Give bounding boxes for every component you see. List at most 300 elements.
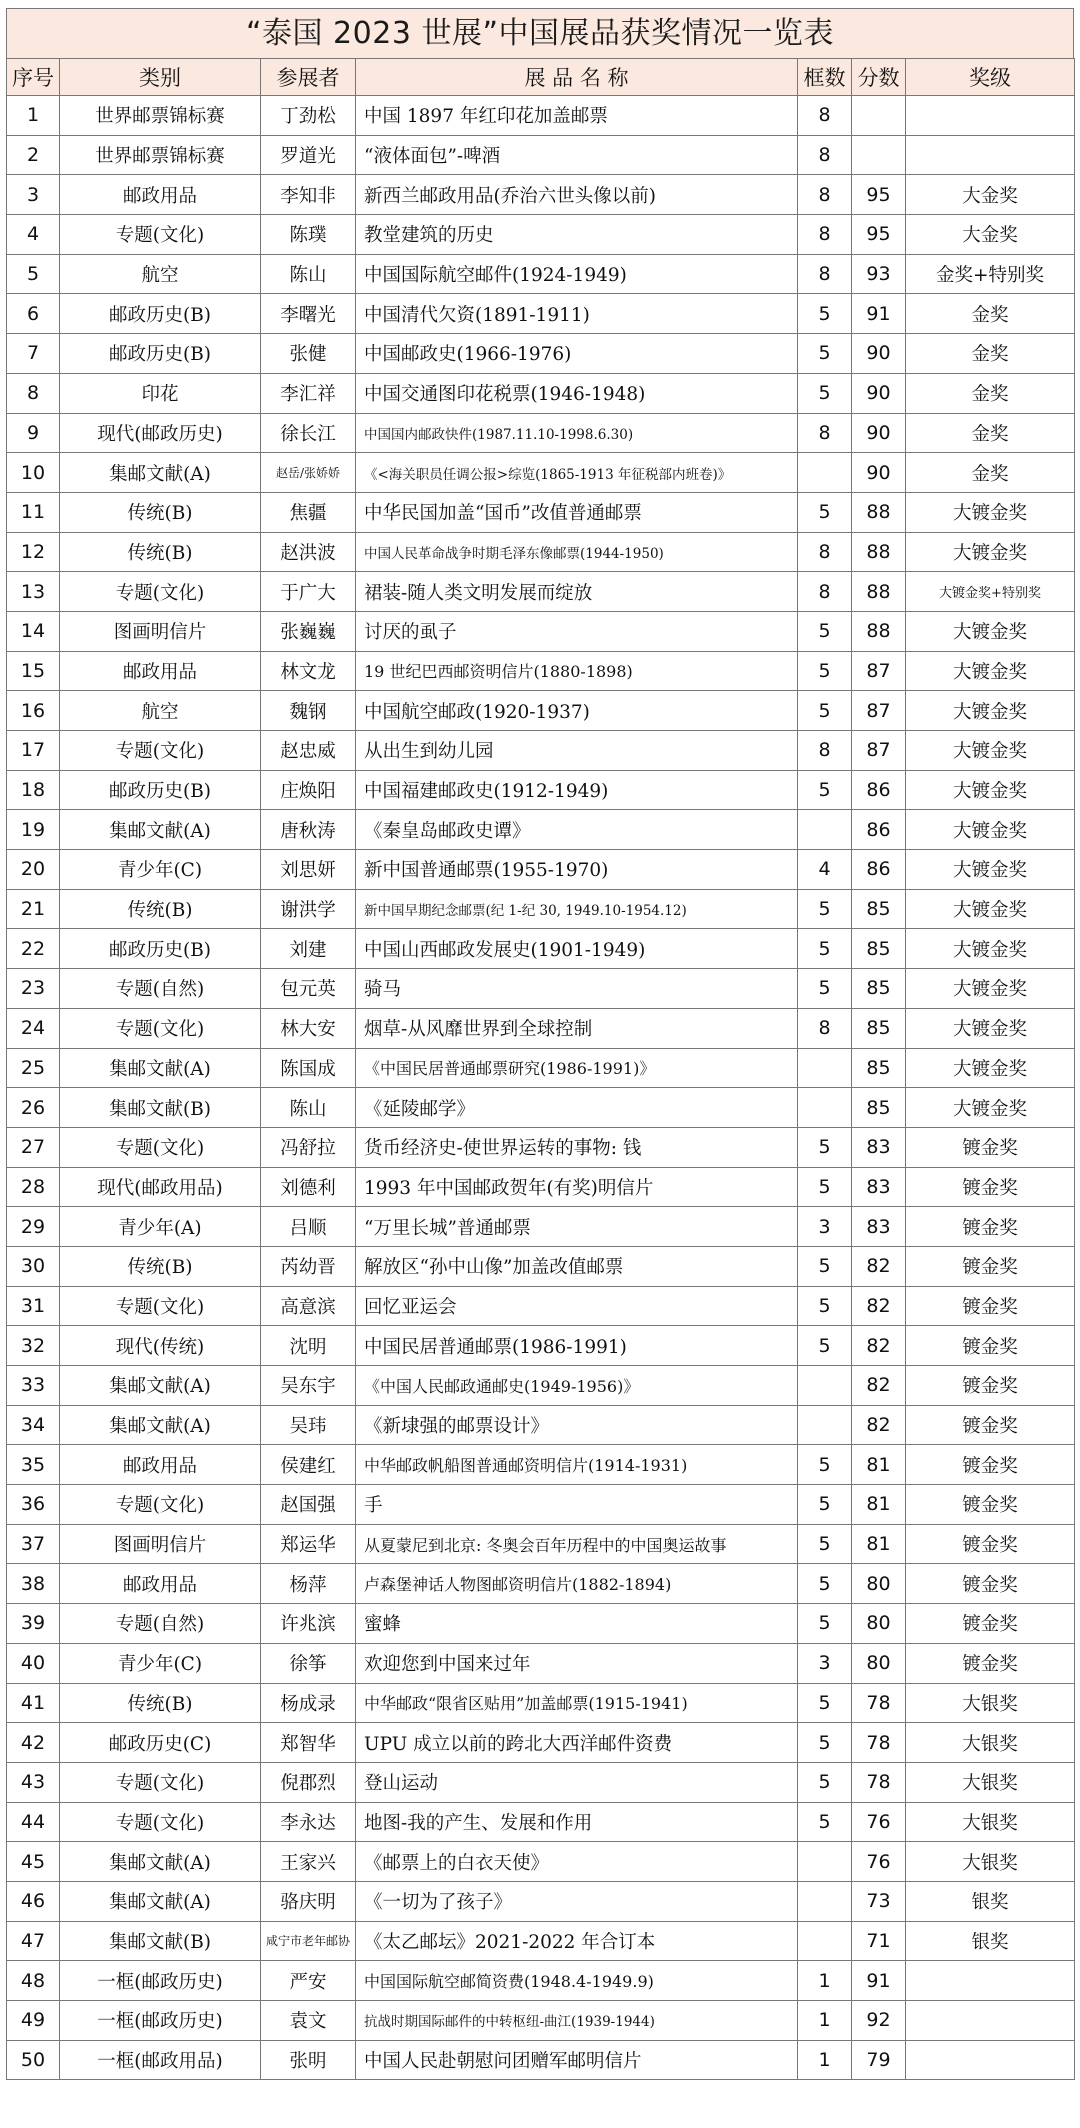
row-score: 80 xyxy=(852,1643,906,1683)
row-award: 大镀金奖 xyxy=(906,731,1075,771)
row-index: 38 xyxy=(7,1564,60,1604)
row-exhibit-name: 《太乙邮坛》2021-2022 年合订本 xyxy=(356,1921,798,1961)
row-award: 镀金奖 xyxy=(906,1167,1075,1207)
row-exhibit-name: 中国山西邮政发展史(1901-1949) xyxy=(356,929,798,969)
row-index: 49 xyxy=(7,2001,60,2041)
row-award: 大镀金奖 xyxy=(906,532,1075,572)
row-exhibitor: 高意滨 xyxy=(261,1286,356,1326)
row-frames xyxy=(798,1366,852,1406)
row-exhibit-name: 新中国早期纪念邮票(纪 1-纪 30, 1949.10-1954.12) xyxy=(356,889,798,929)
row-category: 专题(文化) xyxy=(60,1762,261,1802)
row-exhibit-name: 货币经济史-使世界运转的事物: 钱 xyxy=(356,1127,798,1167)
row-category: 邮政历史(B) xyxy=(60,770,261,810)
table-row xyxy=(7,1762,1075,1802)
row-exhibit-name: 新中国普通邮票(1955-1970) xyxy=(356,850,798,890)
row-exhibitor: 郑智华 xyxy=(261,1723,356,1763)
row-award: 大金奖 xyxy=(906,175,1075,215)
row-category: 专题(文化) xyxy=(60,731,261,771)
row-score: 83 xyxy=(852,1167,906,1207)
row-exhibit-name: 裙装-随人类文明发展而绽放 xyxy=(356,572,798,612)
row-exhibitor: 张健 xyxy=(261,334,356,374)
row-award xyxy=(906,2001,1075,2041)
row-index: 47 xyxy=(7,1921,60,1961)
table-row xyxy=(7,1366,1075,1406)
row-category: 传统(B) xyxy=(60,1246,261,1286)
row-score: 91 xyxy=(852,294,906,334)
row-award xyxy=(906,96,1075,136)
table-row xyxy=(7,135,1075,175)
row-exhibitor: 杨萍 xyxy=(261,1564,356,1604)
row-category: 专题(文化) xyxy=(60,1127,261,1167)
row-frames: 5 xyxy=(798,889,852,929)
row-exhibit-name: 《邮票上的白衣天使》 xyxy=(356,1842,798,1882)
row-category: 现代(邮政用品) xyxy=(60,1167,261,1207)
row-category: 传统(B) xyxy=(60,1683,261,1723)
row-award: 镀金奖 xyxy=(906,1286,1075,1326)
row-exhibit-name: 《中国人民邮政通邮史(1949-1956)》 xyxy=(356,1366,798,1406)
row-score: 90 xyxy=(852,413,906,453)
row-exhibitor: 张明 xyxy=(261,2040,356,2080)
row-award: 大银奖 xyxy=(906,1842,1075,1882)
row-score: 88 xyxy=(852,532,906,572)
row-frames: 5 xyxy=(798,373,852,413)
table-row xyxy=(7,1485,1075,1525)
row-exhibitor: 徐长江 xyxy=(261,413,356,453)
row-score: 85 xyxy=(852,929,906,969)
row-award: 大银奖 xyxy=(906,1723,1075,1763)
table-row xyxy=(7,1802,1075,1842)
row-award xyxy=(906,135,1075,175)
row-exhibitor: 魏钢 xyxy=(261,691,356,731)
table-row xyxy=(7,1643,1075,1683)
row-frames: 8 xyxy=(798,175,852,215)
table-row xyxy=(7,1564,1075,1604)
row-award: 镀金奖 xyxy=(906,1405,1075,1445)
row-exhibitor: 吕顺 xyxy=(261,1207,356,1247)
row-index: 13 xyxy=(7,572,60,612)
row-category: 一框(邮政历史) xyxy=(60,2001,261,2041)
row-exhibit-name: 中国邮政史(1966-1976) xyxy=(356,334,798,374)
row-frames: 5 xyxy=(798,969,852,1009)
row-category: 邮政用品 xyxy=(60,1445,261,1485)
row-exhibitor: 李知非 xyxy=(261,175,356,215)
row-frames: 5 xyxy=(798,1167,852,1207)
row-exhibit-name: 中国人民革命战争时期毛泽东像邮票(1944-1950) xyxy=(356,532,798,572)
row-index: 2 xyxy=(7,135,60,175)
table-row xyxy=(7,1921,1075,1961)
row-index: 43 xyxy=(7,1762,60,1802)
row-index: 25 xyxy=(7,1048,60,1088)
row-score: 88 xyxy=(852,492,906,532)
row-category: 青少年(C) xyxy=(60,850,261,890)
row-frames: 5 xyxy=(798,1445,852,1485)
row-score: 87 xyxy=(852,651,906,691)
row-award: 镀金奖 xyxy=(906,1485,1075,1525)
row-score: 78 xyxy=(852,1762,906,1802)
row-frames: 5 xyxy=(798,1564,852,1604)
table-row xyxy=(7,1286,1075,1326)
row-index: 34 xyxy=(7,1405,60,1445)
row-score: 85 xyxy=(852,969,906,1009)
table-row xyxy=(7,413,1075,453)
row-index: 6 xyxy=(7,294,60,334)
row-award: 大镀金奖 xyxy=(906,810,1075,850)
row-exhibit-name: 中国清代欠资(1891-1911) xyxy=(356,294,798,334)
row-exhibitor: 李曙光 xyxy=(261,294,356,334)
row-frames xyxy=(798,1921,852,1961)
row-exhibitor: 李汇祥 xyxy=(261,373,356,413)
row-frames: 5 xyxy=(798,334,852,374)
row-exhibit-name: 新西兰邮政用品(乔治六世头像以前) xyxy=(356,175,798,215)
table-row xyxy=(7,215,1075,255)
row-frames: 5 xyxy=(798,492,852,532)
table-row xyxy=(7,731,1075,771)
row-score: 88 xyxy=(852,572,906,612)
row-exhibit-name: 中国航空邮政(1920-1937) xyxy=(356,691,798,731)
row-exhibitor: 赵忠威 xyxy=(261,731,356,771)
row-index: 32 xyxy=(7,1326,60,1366)
row-frames: 5 xyxy=(798,1246,852,1286)
row-award: 金奖 xyxy=(906,294,1075,334)
row-score: 82 xyxy=(852,1246,906,1286)
row-exhibit-name: 《中国民居普通邮票研究(1986-1991)》 xyxy=(356,1048,798,1088)
row-award: 金奖 xyxy=(906,373,1075,413)
row-frames xyxy=(798,810,852,850)
row-exhibit-name: 中国国内邮政快件(1987.11.10-1998.6.30) xyxy=(356,413,798,453)
row-index: 26 xyxy=(7,1088,60,1128)
row-score: 83 xyxy=(852,1127,906,1167)
row-exhibit-name: 19 世纪巴西邮资明信片(1880-1898) xyxy=(356,651,798,691)
row-category: 专题(文化) xyxy=(60,1008,261,1048)
row-index: 44 xyxy=(7,1802,60,1842)
row-exhibitor: 吴玮 xyxy=(261,1405,356,1445)
row-exhibit-name: 手 xyxy=(356,1485,798,1525)
row-award: 大镀金奖 xyxy=(906,1048,1075,1088)
row-exhibitor: 骆庆明 xyxy=(261,1881,356,1921)
row-category: 青少年(A) xyxy=(60,1207,261,1247)
row-award: 大镀金奖 xyxy=(906,929,1075,969)
row-index: 16 xyxy=(7,691,60,731)
row-score: 86 xyxy=(852,810,906,850)
row-frames: 8 xyxy=(798,532,852,572)
table-row xyxy=(7,770,1075,810)
row-exhibitor: 赵洪波 xyxy=(261,532,356,572)
row-award: 银奖 xyxy=(906,1881,1075,1921)
row-exhibitor: 谢洪学 xyxy=(261,889,356,929)
table-row xyxy=(7,1723,1075,1763)
table-row xyxy=(7,1207,1075,1247)
row-award: 镀金奖 xyxy=(906,1604,1075,1644)
row-score: 83 xyxy=(852,1207,906,1247)
row-score: 76 xyxy=(852,1842,906,1882)
table-row xyxy=(7,1842,1075,1882)
awards-table xyxy=(6,58,1075,2080)
row-category: 专题(自然) xyxy=(60,969,261,1009)
row-frames: 5 xyxy=(798,1723,852,1763)
row-exhibitor: 王家兴 xyxy=(261,1842,356,1882)
row-index: 27 xyxy=(7,1127,60,1167)
row-index: 23 xyxy=(7,969,60,1009)
row-index: 8 xyxy=(7,373,60,413)
row-score: 71 xyxy=(852,1921,906,1961)
row-exhibit-name: 《一切为了孩子》 xyxy=(356,1881,798,1921)
row-index: 28 xyxy=(7,1167,60,1207)
row-index: 42 xyxy=(7,1723,60,1763)
row-score: 80 xyxy=(852,1564,906,1604)
row-score: 93 xyxy=(852,254,906,294)
row-exhibit-name: “万里长城”普通邮票 xyxy=(356,1207,798,1247)
header-index: 序号 xyxy=(7,59,60,96)
row-award: 镀金奖 xyxy=(906,1127,1075,1167)
row-frames xyxy=(798,1088,852,1128)
row-frames: 8 xyxy=(798,215,852,255)
row-frames: 5 xyxy=(798,1326,852,1366)
row-score: 82 xyxy=(852,1405,906,1445)
row-exhibit-name: 1993 年中国邮政贺年(有奖)明信片 xyxy=(356,1167,798,1207)
row-exhibit-name: 登山运动 xyxy=(356,1762,798,1802)
row-index: 9 xyxy=(7,413,60,453)
row-award: 大银奖 xyxy=(906,1802,1075,1842)
row-frames xyxy=(798,1405,852,1445)
table-row xyxy=(7,1881,1075,1921)
row-exhibit-name: 解放区“孙中山像”加盖改值邮票 xyxy=(356,1246,798,1286)
row-category: 图画明信片 xyxy=(60,1524,261,1564)
row-award: 大镀金奖 xyxy=(906,1008,1075,1048)
row-category: 青少年(C) xyxy=(60,1643,261,1683)
row-category: 集邮文献(B) xyxy=(60,1921,261,1961)
row-index: 3 xyxy=(7,175,60,215)
row-exhibit-name: 《新埭强的邮票设计》 xyxy=(356,1405,798,1445)
row-exhibit-name: 中国人民赴朝慰问团赠军邮明信片 xyxy=(356,2040,798,2080)
row-category: 集邮文献(A) xyxy=(60,810,261,850)
row-award: 大银奖 xyxy=(906,1683,1075,1723)
row-award: 大镀金奖 xyxy=(906,1088,1075,1128)
table-row xyxy=(7,1127,1075,1167)
row-category: 现代(邮政历史) xyxy=(60,413,261,453)
row-exhibitor: 陈山 xyxy=(261,1088,356,1128)
row-category: 集邮文献(A) xyxy=(60,1366,261,1406)
row-index: 46 xyxy=(7,1881,60,1921)
row-category: 图画明信片 xyxy=(60,611,261,651)
row-index: 12 xyxy=(7,532,60,572)
row-exhibitor: 陈山 xyxy=(261,254,356,294)
row-index: 18 xyxy=(7,770,60,810)
row-exhibit-name: 蜜蜂 xyxy=(356,1604,798,1644)
row-index: 15 xyxy=(7,651,60,691)
row-index: 1 xyxy=(7,96,60,136)
table-row xyxy=(7,850,1075,890)
header-row xyxy=(7,59,1075,96)
header-award: 奖级 xyxy=(906,59,1075,96)
header-score: 分数 xyxy=(852,59,906,96)
row-exhibitor: 芮幼晋 xyxy=(261,1246,356,1286)
row-score: 79 xyxy=(852,2040,906,2080)
row-exhibit-name: 中国 1897 年红印花加盖邮票 xyxy=(356,96,798,136)
row-category: 邮政用品 xyxy=(60,651,261,691)
row-award: 金奖 xyxy=(906,334,1075,374)
row-exhibit-name: 中国国际航空邮件(1924-1949) xyxy=(356,254,798,294)
row-award: 金奖 xyxy=(906,453,1075,493)
row-exhibitor: 刘思妍 xyxy=(261,850,356,890)
row-frames: 3 xyxy=(798,1207,852,1247)
table-row xyxy=(7,651,1075,691)
row-category: 集邮文献(B) xyxy=(60,1088,261,1128)
row-award: 镀金奖 xyxy=(906,1246,1075,1286)
row-category: 专题(文化) xyxy=(60,1485,261,1525)
row-index: 22 xyxy=(7,929,60,969)
row-exhibitor: 包元英 xyxy=(261,969,356,1009)
row-index: 7 xyxy=(7,334,60,374)
row-exhibit-name: 卢森堡神话人物图邮资明信片(1882-1894) xyxy=(356,1564,798,1604)
table-row xyxy=(7,294,1075,334)
table-row xyxy=(7,889,1075,929)
row-frames xyxy=(798,1881,852,1921)
row-exhibit-name: 讨厌的虱子 xyxy=(356,611,798,651)
header-category: 类别 xyxy=(60,59,261,96)
row-award: 大金奖 xyxy=(906,215,1075,255)
row-category: 一框(邮政历史) xyxy=(60,1961,261,2001)
row-exhibit-name: 中国交通图印花税票(1946-1948) xyxy=(356,373,798,413)
table-row xyxy=(7,532,1075,572)
row-exhibitor: 吴东宇 xyxy=(261,1366,356,1406)
row-exhibit-name: 从出生到幼儿园 xyxy=(356,731,798,771)
row-score: 90 xyxy=(852,453,906,493)
row-score: 87 xyxy=(852,691,906,731)
row-award: 银奖 xyxy=(906,1921,1075,1961)
row-award: 大银奖 xyxy=(906,1762,1075,1802)
row-index: 20 xyxy=(7,850,60,890)
table-row xyxy=(7,572,1075,612)
row-exhibit-name: 地图-我的产生、发展和作用 xyxy=(356,1802,798,1842)
row-exhibitor: 陈璞 xyxy=(261,215,356,255)
row-index: 10 xyxy=(7,453,60,493)
row-category: 传统(B) xyxy=(60,889,261,929)
row-category: 专题(文化) xyxy=(60,572,261,612)
row-score: 82 xyxy=(852,1366,906,1406)
row-category: 传统(B) xyxy=(60,532,261,572)
row-exhibitor: 陈国成 xyxy=(261,1048,356,1088)
row-category: 传统(B) xyxy=(60,492,261,532)
row-exhibitor: 赵国强 xyxy=(261,1485,356,1525)
row-index: 33 xyxy=(7,1366,60,1406)
row-exhibit-name: 骑马 xyxy=(356,969,798,1009)
table-row xyxy=(7,453,1075,493)
row-category: 专题(文化) xyxy=(60,1802,261,1842)
row-award: 金奖 xyxy=(906,413,1075,453)
row-score: 95 xyxy=(852,215,906,255)
row-score xyxy=(852,96,906,136)
row-score: 78 xyxy=(852,1723,906,1763)
row-exhibit-name: “液体面包”-啤酒 xyxy=(356,135,798,175)
table-row xyxy=(7,1445,1075,1485)
row-score: 85 xyxy=(852,889,906,929)
row-index: 31 xyxy=(7,1286,60,1326)
table-row xyxy=(7,1088,1075,1128)
row-frames xyxy=(798,1048,852,1088)
table-row xyxy=(7,254,1075,294)
table-row xyxy=(7,1524,1075,1564)
row-category: 邮政历史(B) xyxy=(60,334,261,374)
row-score: 76 xyxy=(852,1802,906,1842)
table-row xyxy=(7,810,1075,850)
row-index: 4 xyxy=(7,215,60,255)
table-row xyxy=(7,691,1075,731)
row-award: 大镀金奖+特别奖 xyxy=(906,572,1075,612)
row-score: 80 xyxy=(852,1604,906,1644)
row-award: 镀金奖 xyxy=(906,1207,1075,1247)
row-exhibit-name: 《<海关职员任调公报>综览(1865-1913 年征税部内班卷)》 xyxy=(356,453,798,493)
row-score: 85 xyxy=(852,1088,906,1128)
row-index: 29 xyxy=(7,1207,60,1247)
row-frames: 4 xyxy=(798,850,852,890)
row-frames: 5 xyxy=(798,294,852,334)
table-row xyxy=(7,2001,1075,2041)
row-award: 镀金奖 xyxy=(906,1366,1075,1406)
row-category: 航空 xyxy=(60,691,261,731)
row-exhibit-name: 《秦皇岛邮政史谭》 xyxy=(356,810,798,850)
row-frames: 1 xyxy=(798,1961,852,2001)
row-frames: 5 xyxy=(798,1127,852,1167)
row-score: 88 xyxy=(852,611,906,651)
row-exhibit-name: 中国福建邮政史(1912-1949) xyxy=(356,770,798,810)
row-index: 36 xyxy=(7,1485,60,1525)
row-category: 集邮文献(A) xyxy=(60,1405,261,1445)
row-exhibitor: 沈明 xyxy=(261,1326,356,1366)
row-award: 大镀金奖 xyxy=(906,889,1075,929)
row-award: 大镀金奖 xyxy=(906,611,1075,651)
row-exhibitor: 张巍巍 xyxy=(261,611,356,651)
row-exhibit-name: UPU 成立以前的跨北大西洋邮件资费 xyxy=(356,1723,798,1763)
row-category: 集邮文献(A) xyxy=(60,1881,261,1921)
row-frames: 8 xyxy=(798,731,852,771)
row-frames: 5 xyxy=(798,1762,852,1802)
row-index: 30 xyxy=(7,1246,60,1286)
row-index: 48 xyxy=(7,1961,60,2001)
row-category: 专题(自然) xyxy=(60,1604,261,1644)
row-frames xyxy=(798,1842,852,1882)
row-index: 17 xyxy=(7,731,60,771)
row-category: 世界邮票锦标赛 xyxy=(60,96,261,136)
row-index: 35 xyxy=(7,1445,60,1485)
row-score xyxy=(852,135,906,175)
table-row xyxy=(7,1683,1075,1723)
table-row xyxy=(7,1008,1075,1048)
row-frames: 8 xyxy=(798,413,852,453)
row-score: 91 xyxy=(852,1961,906,2001)
row-frames: 5 xyxy=(798,1524,852,1564)
row-exhibitor: 许兆滨 xyxy=(261,1604,356,1644)
table-row xyxy=(7,969,1075,1009)
row-category: 世界邮票锦标赛 xyxy=(60,135,261,175)
table-title: “泰国 2023 世展”中国展品获奖情况一览表 xyxy=(6,8,1074,58)
row-award: 大镀金奖 xyxy=(906,770,1075,810)
row-frames: 5 xyxy=(798,770,852,810)
row-category: 集邮文献(A) xyxy=(60,1842,261,1882)
row-award: 镀金奖 xyxy=(906,1326,1075,1366)
row-frames: 1 xyxy=(798,2040,852,2080)
table-row xyxy=(7,492,1075,532)
award-table-page xyxy=(6,8,1074,2122)
row-exhibit-name: 教堂建筑的历史 xyxy=(356,215,798,255)
row-frames: 5 xyxy=(798,611,852,651)
row-exhibitor: 丁劲松 xyxy=(261,96,356,136)
row-index: 19 xyxy=(7,810,60,850)
row-exhibit-name: 中国民居普通邮票(1986-1991) xyxy=(356,1326,798,1366)
row-index: 39 xyxy=(7,1604,60,1644)
row-score: 86 xyxy=(852,850,906,890)
table-row xyxy=(7,1326,1075,1366)
row-award: 大镀金奖 xyxy=(906,492,1075,532)
